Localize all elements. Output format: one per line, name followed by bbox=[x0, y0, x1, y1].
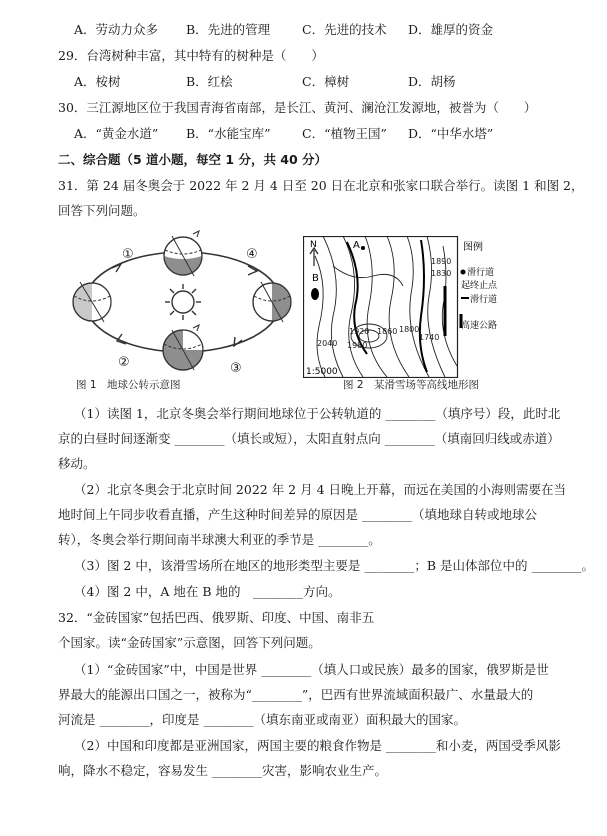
q29-options bbox=[74, 72, 456, 90]
contour-label: 1860 bbox=[377, 327, 398, 336]
segment-label-2: ② bbox=[118, 355, 130, 370]
legend-item: 滑行道 bbox=[467, 268, 495, 278]
q31-sub2-line1: （2）北京冬奥会于北京时间 2022 年 2 月 4 日晚上开幕，而远在美国的小海则需要在当 bbox=[74, 482, 567, 497]
figure-1 bbox=[66, 226, 294, 390]
point-a-label: A bbox=[353, 240, 360, 251]
q28-option-d: D．雄厚的资金 bbox=[408, 22, 494, 37]
point-b-label: B bbox=[312, 273, 319, 284]
q30-option-c: C．“植物王国” bbox=[302, 126, 387, 141]
sun-icon bbox=[165, 284, 201, 320]
contour-label: 1920 bbox=[349, 327, 370, 336]
map-legend bbox=[461, 240, 499, 331]
q31-sub3: （3）图 2 中，该滑雪场所在地区的地形类型主要是 ________；B 是山体部位中的 ________。 bbox=[74, 558, 594, 573]
segment-label-1: ① bbox=[122, 247, 134, 262]
q31-sub1-line2: 京的白昼时间逐渐变 ________（填长或短），太阳直射点向 ________（填南回归线或赤道） bbox=[58, 431, 560, 446]
section-title: 二、综合题（5 道小题，每空 1 分，共 40 分） bbox=[58, 152, 328, 167]
q30-option-b: B．“水能宝库” bbox=[186, 126, 271, 141]
map-scale: 1:5000 bbox=[306, 367, 338, 377]
orbit-arrow-icon bbox=[234, 337, 242, 346]
q30-options bbox=[74, 124, 493, 142]
legend-item: 高速公路 bbox=[461, 321, 498, 331]
q32-sub1-line3: 河流是 ________，印度是 ________（填东南亚或南亚）面积最大的国家。 bbox=[58, 712, 466, 727]
segment-label-4: ④ bbox=[246, 247, 258, 262]
figure-1-caption: 图 1 地球公转示意图 bbox=[76, 379, 181, 391]
contour-label: 2040 bbox=[317, 339, 338, 348]
point-b-marker bbox=[311, 288, 319, 300]
q30-option-d: D．“中华水塔” bbox=[408, 126, 494, 141]
contour-label: 1980 bbox=[347, 341, 368, 350]
segment-label-3: ③ bbox=[230, 361, 242, 376]
figure-2 bbox=[303, 236, 505, 378]
north-label: N bbox=[310, 240, 317, 250]
q31-sub1-line3: 移动。 bbox=[58, 456, 96, 471]
earth-icon bbox=[253, 282, 291, 322]
q28-options bbox=[74, 20, 493, 38]
q31-stem-line2: 回答下列问题。 bbox=[58, 203, 146, 218]
legend-item: 起终止点 bbox=[461, 281, 498, 291]
q29-option-d: D．胡杨 bbox=[408, 74, 456, 89]
q32-sub2-line2: 响，降水不稳定，容易发生 ________灾害，影响农业生产。 bbox=[58, 763, 387, 778]
q28-option-c: C．先进的技术 bbox=[302, 22, 387, 37]
q29-option-b: B．红桧 bbox=[186, 74, 233, 89]
q32-sub1-line2: 界最大的能源出口国之一，被称为“________”，巴西有世界流域面积最广、水量最大的 bbox=[58, 687, 534, 702]
q29-option-c: C．樟树 bbox=[302, 74, 350, 89]
q31-sub2-line2: 地时间上午同步收看直播，产生这种时间差异的原因是 ________（填地球自转或地球公 bbox=[58, 507, 537, 522]
q32-stem-line1: 32．“金砖国家”包括巴西、俄罗斯、印度、中国、南非五 bbox=[58, 610, 375, 625]
q30-stem: 30．三江源地区位于我国青海省南部，是长江、黄河、澜沧江发源地，被誉为（ ） bbox=[58, 100, 537, 115]
q31-sub1-line1: （1）读图 1，北京冬奥会举行期间地球位于公转轨道的 ________（填序号）段，此时北 bbox=[74, 406, 561, 421]
q28-option-a: A．劳动力众多 bbox=[74, 22, 159, 37]
contour-label: 1830 bbox=[431, 269, 452, 278]
q29-option-a: A．桉树 bbox=[74, 74, 121, 89]
contour-label: 1800 bbox=[399, 325, 420, 334]
q30-option-a: A．“黄金水道” bbox=[74, 126, 159, 141]
q32-sub1-line1: （1）“金砖国家”中，中国是世界 ________（填人口或民族）最多的国家，俄罗斯是世 bbox=[74, 662, 549, 677]
earth-icon bbox=[163, 325, 203, 370]
q32-stem-line2: 个国家。读“金砖国家”示意图，回答下列问题。 bbox=[58, 635, 321, 650]
q31-sub4: （4）图 2 中，A 地在 B 地的 ________方向。 bbox=[74, 584, 341, 599]
q31-stem-line1: 31．第 24 届冬奥会于 2022 年 2 月 4 日至 20 日在北京和张家口联合举行。读图 1 和图 2， bbox=[58, 178, 584, 193]
contour-label: 1890 bbox=[431, 257, 452, 266]
legend-item: 滑行道 bbox=[470, 295, 498, 305]
figure-2-caption: 图 2 某滑雪场等高线地形图 bbox=[343, 379, 480, 391]
earth-icon bbox=[73, 282, 111, 322]
q31-sub2-line3: 转），冬奥会举行期间南半球澳大利亚的季节是 ________。 bbox=[58, 532, 381, 547]
contour-label: 1740 bbox=[419, 333, 440, 342]
q29-stem: 29．台湾树种丰富，其中特有的树种是（ ） bbox=[58, 48, 324, 63]
q28-option-b: B．先进的管理 bbox=[186, 22, 271, 37]
q32-sub2-line1: （2）中国和印度都是亚洲国家，两国主要的粮食作物是 ________和小麦，两国受季风影 bbox=[74, 738, 561, 753]
point-a-marker bbox=[361, 246, 365, 250]
earth-icon bbox=[164, 231, 202, 276]
contour-map bbox=[303, 236, 505, 378]
revolution-diagram bbox=[66, 226, 294, 390]
legend-title: 图例 bbox=[463, 242, 483, 253]
